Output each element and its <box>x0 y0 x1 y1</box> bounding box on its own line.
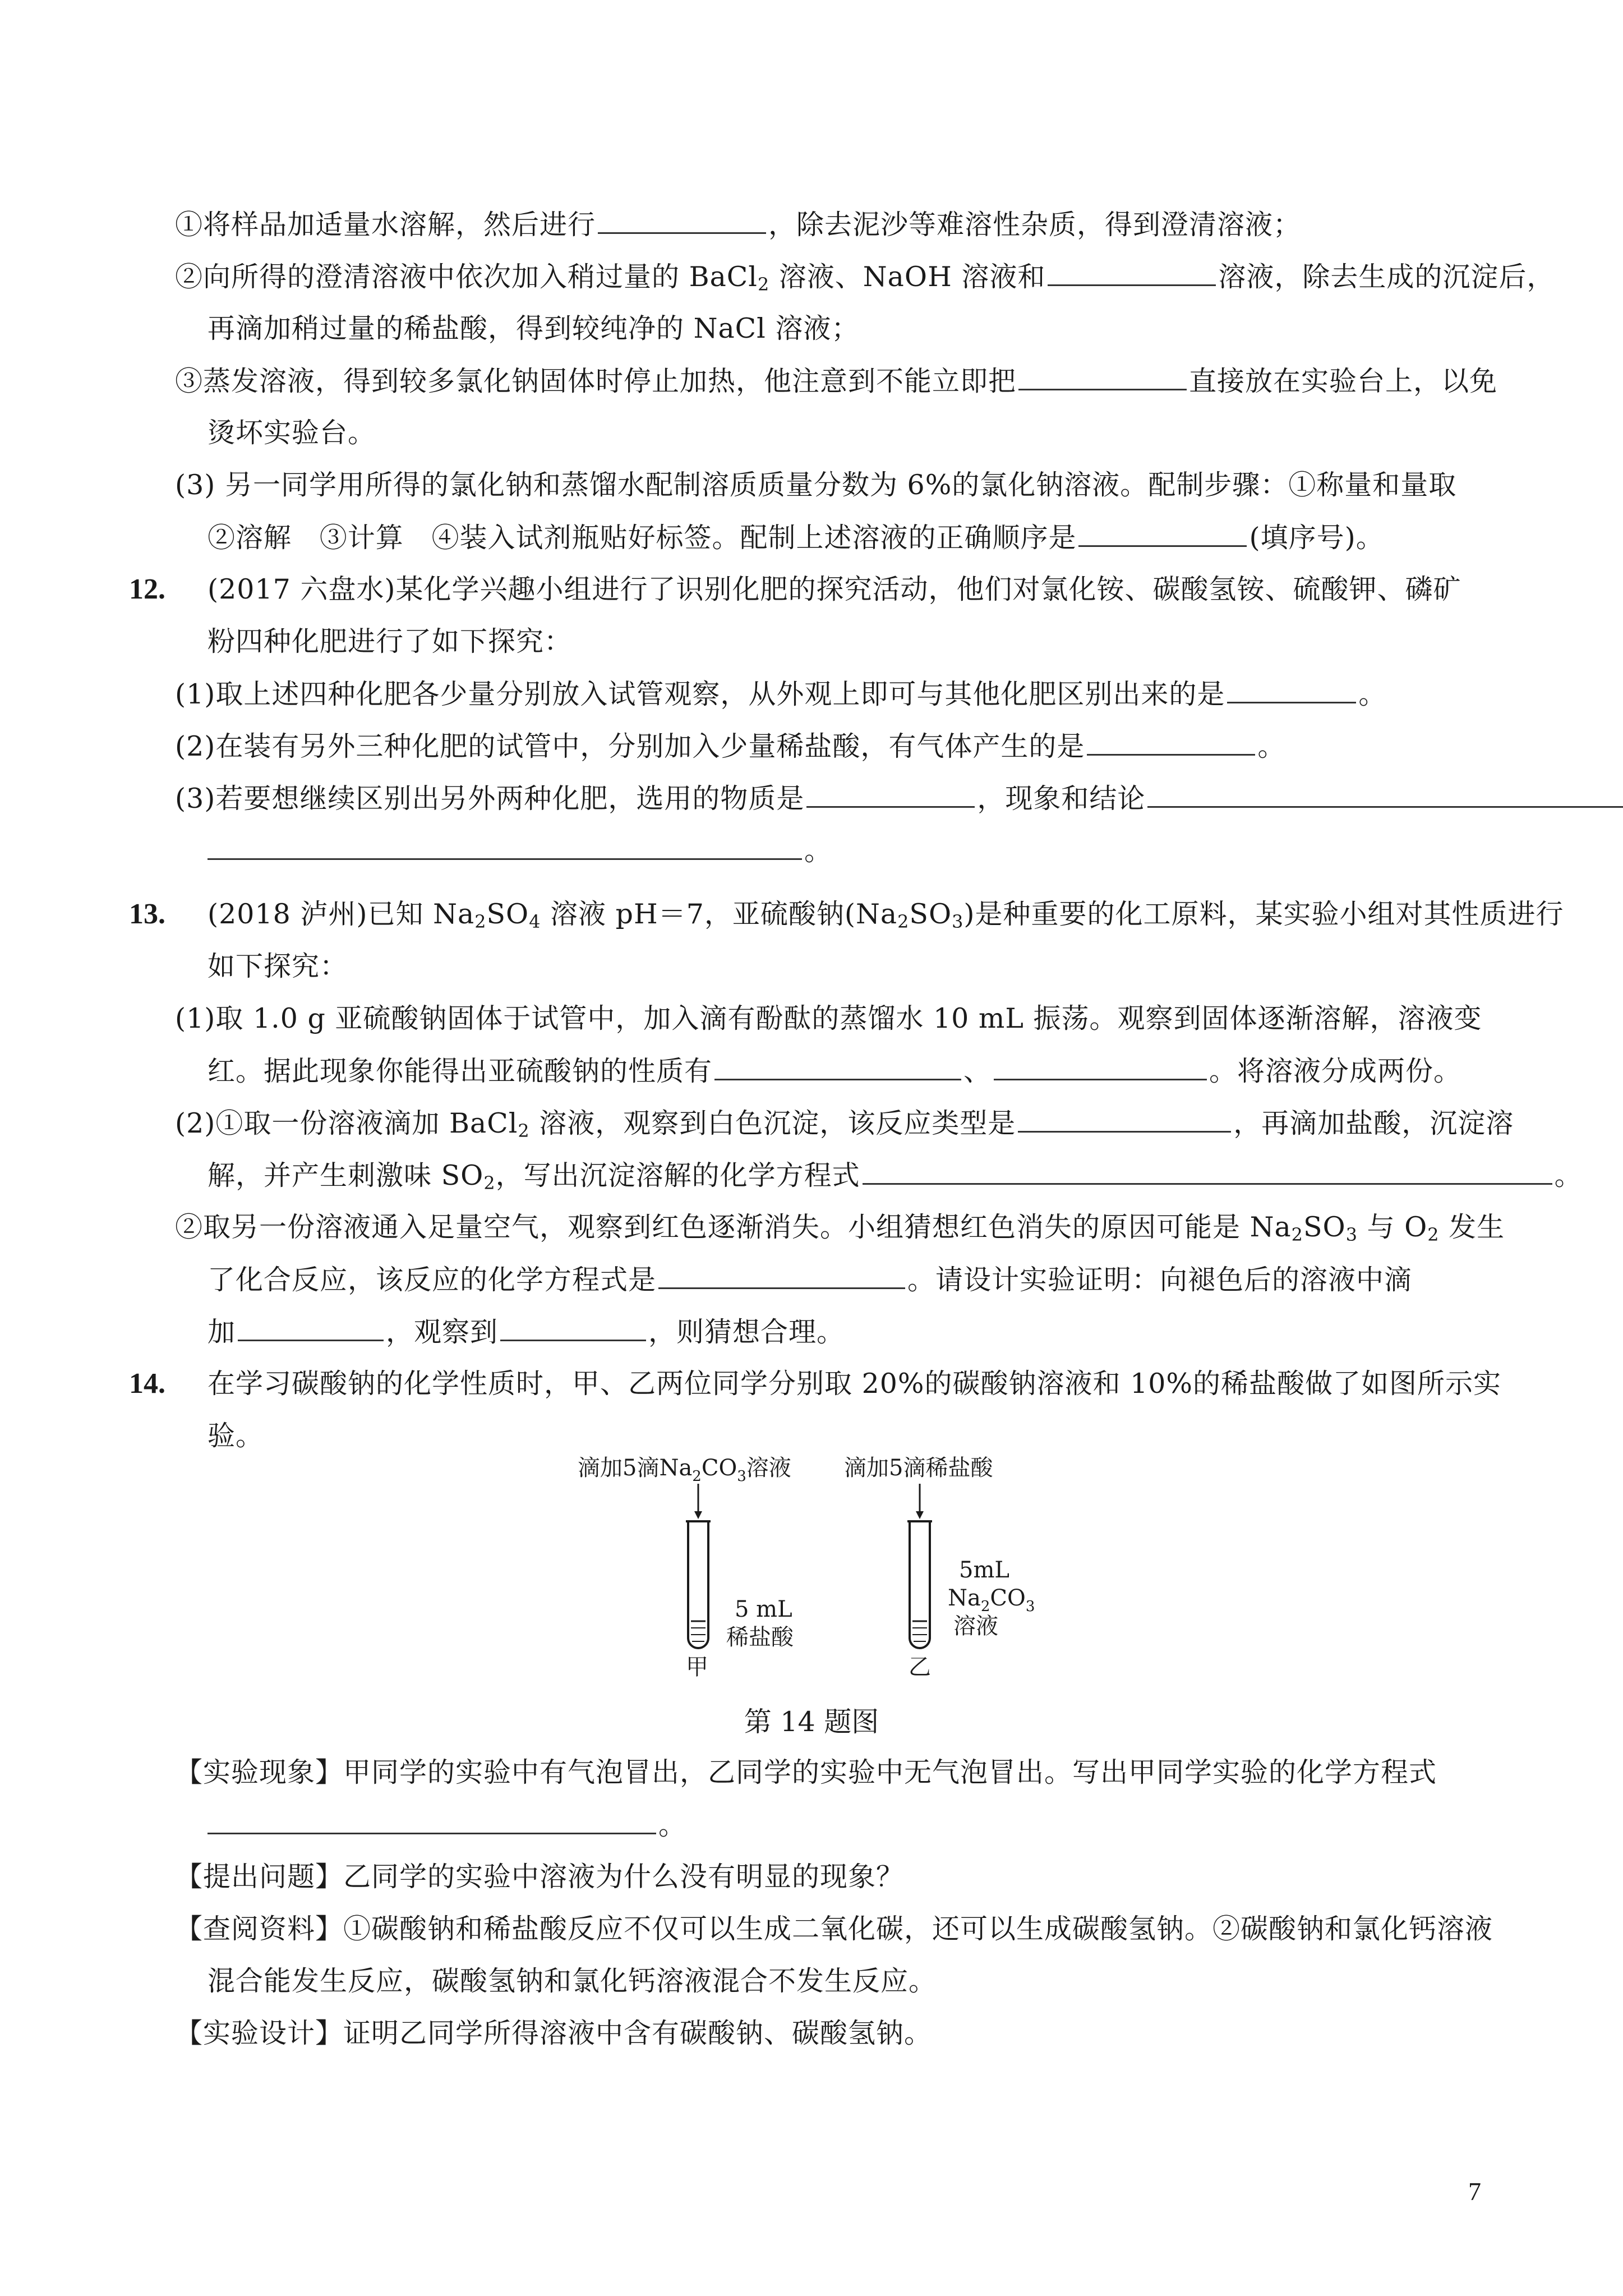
answer-blank[interactable] <box>208 1808 656 1834</box>
q13-stem-line2: 如下探究： <box>208 950 348 982</box>
right-tube-name: 乙 <box>909 1654 931 1680</box>
q14-phenomenon-line2: 。 <box>208 1808 686 1842</box>
q11-step1: ①将样品加适量水溶解，然后进行 ，除去泥沙等难溶性杂质，得到澄清溶液； <box>175 209 1302 241</box>
q11-step3-line1: ③蒸发溶液，得到较多氯化钠固体时停止加热，他注意到不能立即把 直接放在实验台上，以免 <box>175 365 1498 397</box>
q11-step3-line2: 烫坏实验台。 <box>208 417 376 449</box>
q12-part2: (2)在装有另外三种化肥的试管中，分别加入少量稀盐酸，有气体产生的是 。 <box>175 730 1286 762</box>
q13-part3-line1: ②取另一份溶液通入足量空气，观察到红色逐渐消失。小组猜想红色消失的原因可能是 $Na_2SO_3$ 与 $O_2$ 发生 <box>175 1211 1505 1245</box>
q11-part3-line1: (3) 另一同学用所得的氯化钠和蒸馏水配制溶质质量分数为 6%的氯化钠溶液。配制步骤：①称量和量取 <box>175 469 1457 501</box>
answer-blank[interactable] <box>500 1315 646 1341</box>
q14-design: 【实验设计】证明乙同学所得溶液中含有碳酸钠、碳酸氢钠。 <box>175 2017 933 2049</box>
figure-caption: 第 14 题图 <box>744 1706 879 1738</box>
answer-blank[interactable] <box>1087 729 1255 756</box>
left-test-tube-icon <box>686 1521 711 1648</box>
right-test-tube-icon <box>907 1521 932 1648</box>
q14-reference-line1: 【查阅资料】①碳酸钠和稀盐酸反应不仅可以生成二氧化碳，还可以生成碳酸氢钠。②碳酸钠和氯化钙溶液 <box>175 1913 1493 1945</box>
q14-stem-line1: 在学习碳酸钠的化学性质时，甲、乙两位同学分别取 20%的碳酸钠溶液和 10%的稀盐酸做了如图所示实 <box>208 1368 1501 1400</box>
q13-part1-line1: (1)取 1.0 g 亚硫酸钠固体于试管中，加入滴有酚酞的蒸馏水 10 mL 振荡。观察到固体逐渐溶解，溶液变 <box>175 1002 1482 1034</box>
left-tube-volume: 5 mL <box>735 1596 792 1622</box>
answer-blank[interactable] <box>863 1158 1552 1185</box>
q13-part1-line2: 红。据此现象你能得出亚硫酸钠的性质有 、 。将溶液分成两份。 <box>208 1055 1462 1087</box>
left-arrow-icon <box>694 1484 702 1519</box>
q11-step2-line2: 再滴加稍过量的稀盐酸，得到较纯净的 NaCl 溶液； <box>208 312 860 344</box>
answer-blank[interactable] <box>658 1263 905 1289</box>
q12-part1: (1)取上述四种化肥各少量分别放入试管观察，从外观上即可与其他化肥区别出来的是 。 <box>175 678 1387 710</box>
answer-blank[interactable] <box>1048 260 1216 286</box>
q11-part3-line2: ②溶解 ③计算 ④装入试剂瓶贴好标签。配制上述溶液的正确顺序是 (填序号)。 <box>208 522 1384 554</box>
q12-stem-line1: (2017 六盘水)某化学兴趣小组进行了识别化肥的探究活动，他们对氯化铵、碳酸氢铵、硫酸钾、磷矿 <box>208 573 1461 605</box>
q13-part3-line2: 了化合反应，该反应的化学方程式是 。请设计实验证明：向褪色后的溶液中滴 <box>208 1264 1413 1296</box>
answer-blank[interactable] <box>714 1054 961 1080</box>
left-tube-liquid: 稀盐酸 <box>726 1625 794 1650</box>
q12-part3-line2: 。 <box>208 834 832 868</box>
answer-blank[interactable] <box>1227 677 1356 703</box>
q14-stem-line2: 验。 <box>208 1420 264 1452</box>
page-number: 7 <box>1468 2177 1481 2206</box>
answer-blank[interactable] <box>1147 781 1623 808</box>
q13-stem-line1: (2018 泸州)已知 $Na_2SO_4$ 溶液 pH＝7，亚硫酸钠$(Na_2SO_3)$是种重要的化工原料，某实验小组对其性质进行 <box>208 898 1564 932</box>
test-tube-figure <box>566 1453 1071 1694</box>
q13-part2-line1: (2)①取一份溶液滴加 BaCl$_2$ 溶液，观察到白色沉淀，该反应类型是 ，再滴加盐酸，沉淀溶 <box>175 1107 1514 1142</box>
answer-blank[interactable] <box>208 834 802 860</box>
q12-stem-line2: 粉四种化肥进行了如下探究： <box>208 625 573 657</box>
answer-blank[interactable] <box>1018 364 1187 390</box>
answer-blank[interactable] <box>1018 1106 1231 1133</box>
answer-blank[interactable] <box>1078 521 1247 547</box>
question-number: 14. <box>129 1368 165 1400</box>
q11-step2-line1: ②向所得的澄清溶液中依次加入稍过量的 BaCl$_2$ 溶液、NaOH 溶液和 溶液，除去生成的沉淀后， <box>175 261 1555 295</box>
answer-blank[interactable] <box>598 208 766 234</box>
right-tube-volume: 5mL <box>959 1557 1009 1583</box>
answer-blank[interactable] <box>994 1054 1207 1080</box>
right-arrow-icon <box>916 1484 924 1519</box>
right-dropper-label: 滴加5滴稀盐酸 <box>844 1455 993 1481</box>
right-tube-chemical: $Na_2CO_3$ <box>948 1585 1035 1615</box>
q13-part2-line2: 解，并产生刺激味 $SO_2$，写出沉淀溶解的化学方程式 。 <box>208 1159 1583 1194</box>
right-tube-liquid: 溶液 <box>953 1613 998 1639</box>
q12-part3-line1: (3)若要想继续区别出另外两种化肥，选用的物质是 ，现象和结论 <box>175 781 1623 816</box>
answer-blank[interactable] <box>806 781 975 808</box>
question-number: 13. <box>129 898 165 930</box>
q14-reference-line2: 混合能发生反应，碳酸氢钠和氯化钙溶液混合不发生反应。 <box>208 1965 937 1997</box>
left-dropper-label: 滴加5滴$Na_2CO_3$溶液 <box>578 1455 791 1485</box>
question-number: 12. <box>129 573 165 605</box>
q14-question: 【提出问题】乙同学的实验中溶液为什么没有明显的现象？ <box>175 1861 905 1893</box>
answer-blank[interactable] <box>238 1315 384 1341</box>
q14-phenomenon-line1: 【实验现象】甲同学的实验中有气泡冒出，乙同学的实验中无气泡冒出。写出甲同学实验的化学方程式 <box>175 1756 1437 1788</box>
left-tube-name: 甲 <box>686 1654 708 1680</box>
q13-part3-line3: 加 ，观察到 ，则猜想合理。 <box>208 1316 845 1348</box>
